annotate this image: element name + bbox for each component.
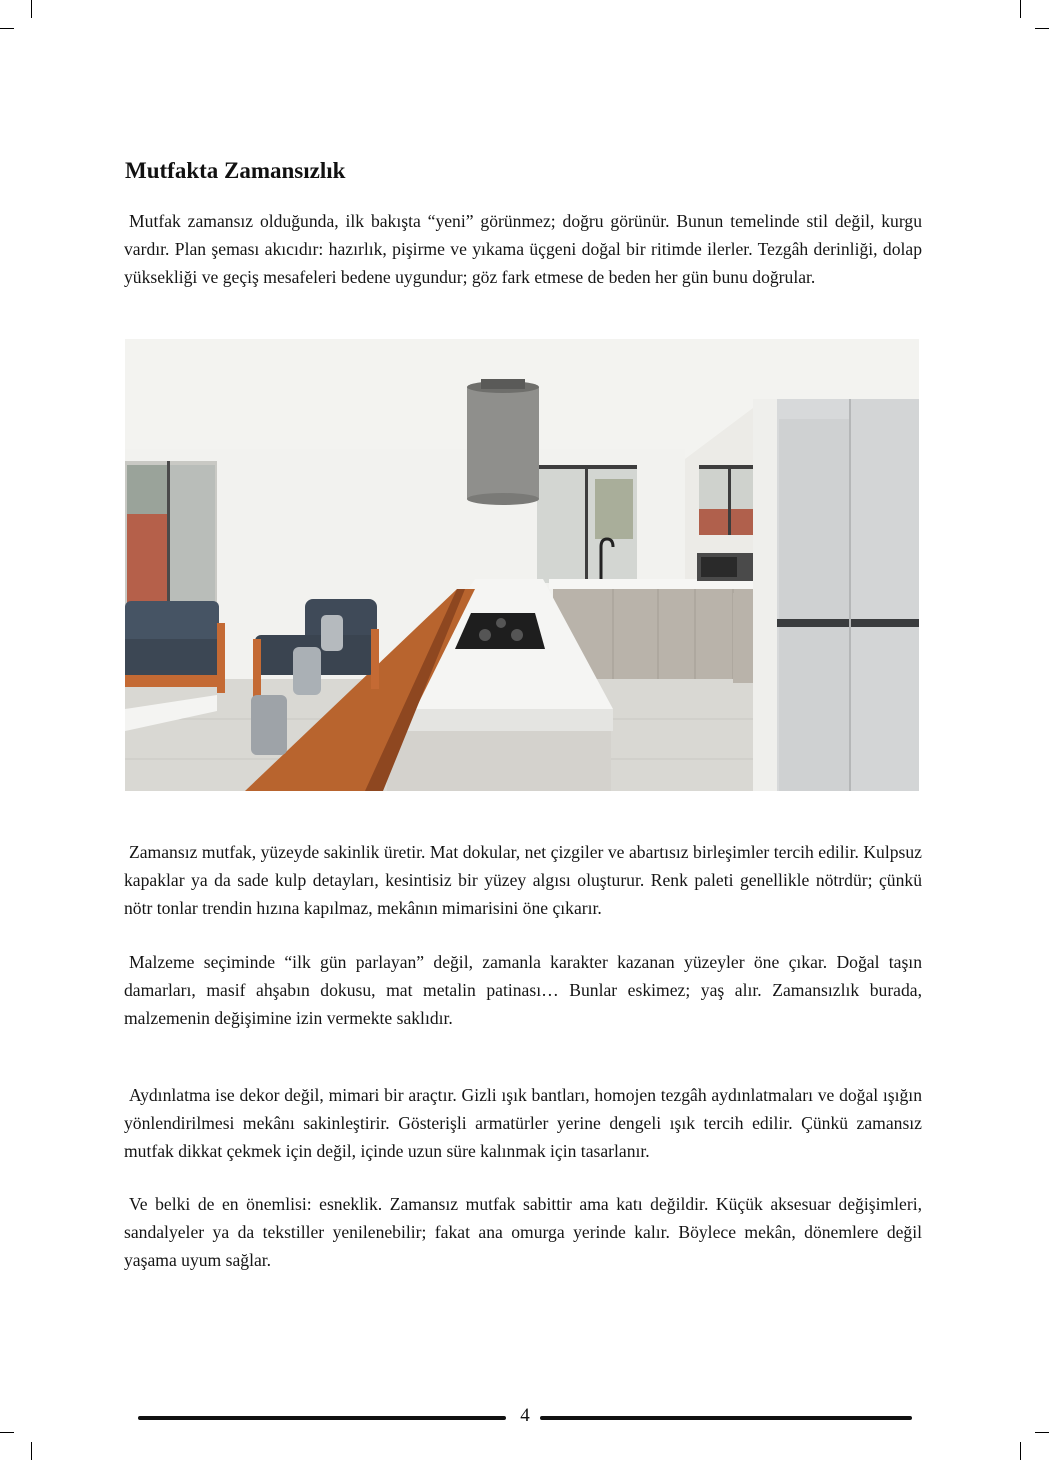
page-number: 4 <box>520 1405 530 1426</box>
crop-mark <box>1020 0 1021 18</box>
article-paragraph-3: Malzeme seçiminde “ilk gün parlayan” değil, zamanla karakter kazanan yüzeyler öne çıkar. Doğal taşın damarları, masif ahşabın dokusu, mat metalin patinası… Bunlar eskimez; yaş alır. Zamansızlık burada, malzemenin değişimine izin vermekte saklıdır. <box>124 952 922 1028</box>
crop-mark <box>1035 1432 1049 1433</box>
kitchen-photo <box>125 339 919 791</box>
footer-rule-left <box>138 1416 506 1420</box>
article-title: Mutfakta Zamansızlık <box>125 158 346 183</box>
article-paragraph-2: Zamansız mutfak, yüzeyde sakinlik üretir. Mat dokular, net çizgiler ve abartısız birleşimler tercih edilir. Kulpsuz kapaklar ya da sade kulp detayları, kesintisiz bir yüzey algısı oluşturur. Renk paleti genellikle nötrdür; çünkü nötr tonlar trendin hızına kapılmaz, mekânın mimarisini öne çıkarır. <box>124 842 922 918</box>
article-paragraph-1: Mutfak zamansız olduğunda, ilk bakışta “yeni” görünmez; doğru görünür. Bunun temelinde stil değil, kurgu vardır. Plan şeması akıcıdır: hazırlık, pişirme ve yıkama üçgeni doğal bir ritimde ilerler. Tezgâh derinliği, dolap yüksekliği ve geçiş mesafeleri bedene uygundur; göz fark etmese de beden her gün bunu doğrular. <box>124 211 922 287</box>
crop-mark <box>31 1442 32 1460</box>
footer-rule-right <box>540 1416 912 1420</box>
crop-mark <box>31 0 32 18</box>
crop-mark <box>0 28 14 29</box>
crop-mark <box>1035 28 1049 29</box>
crop-mark <box>0 1432 14 1433</box>
article-paragraph-5: Ve belki de en önemlisi: esneklik. Zamansız mutfak sabittir ama katı değildir. Küçük aksesuar değişimleri, sandalyeler ya da tekstiller yenilenebilir; fakat ana omurga yerinde kalır. Böylece mekân, dönemlere değil yaşama uyum sağlar. <box>124 1194 922 1270</box>
article-paragraph-4: Aydınlatma ise dekor değil, mimari bir araçtır. Gizli ışık bantları, homojen tezgâh aydınlatmaları ve doğal ışığın yönlendirilmesi mekânı sakinleştirir. Gösterişli armatürler yerine dengeli ışık tercih edilir. Çünkü zamansız mutfak dikkat çekmek için değil, içinde uzun süre kalınmak için tasarlanır. <box>124 1085 922 1161</box>
crop-mark <box>1020 1442 1021 1460</box>
